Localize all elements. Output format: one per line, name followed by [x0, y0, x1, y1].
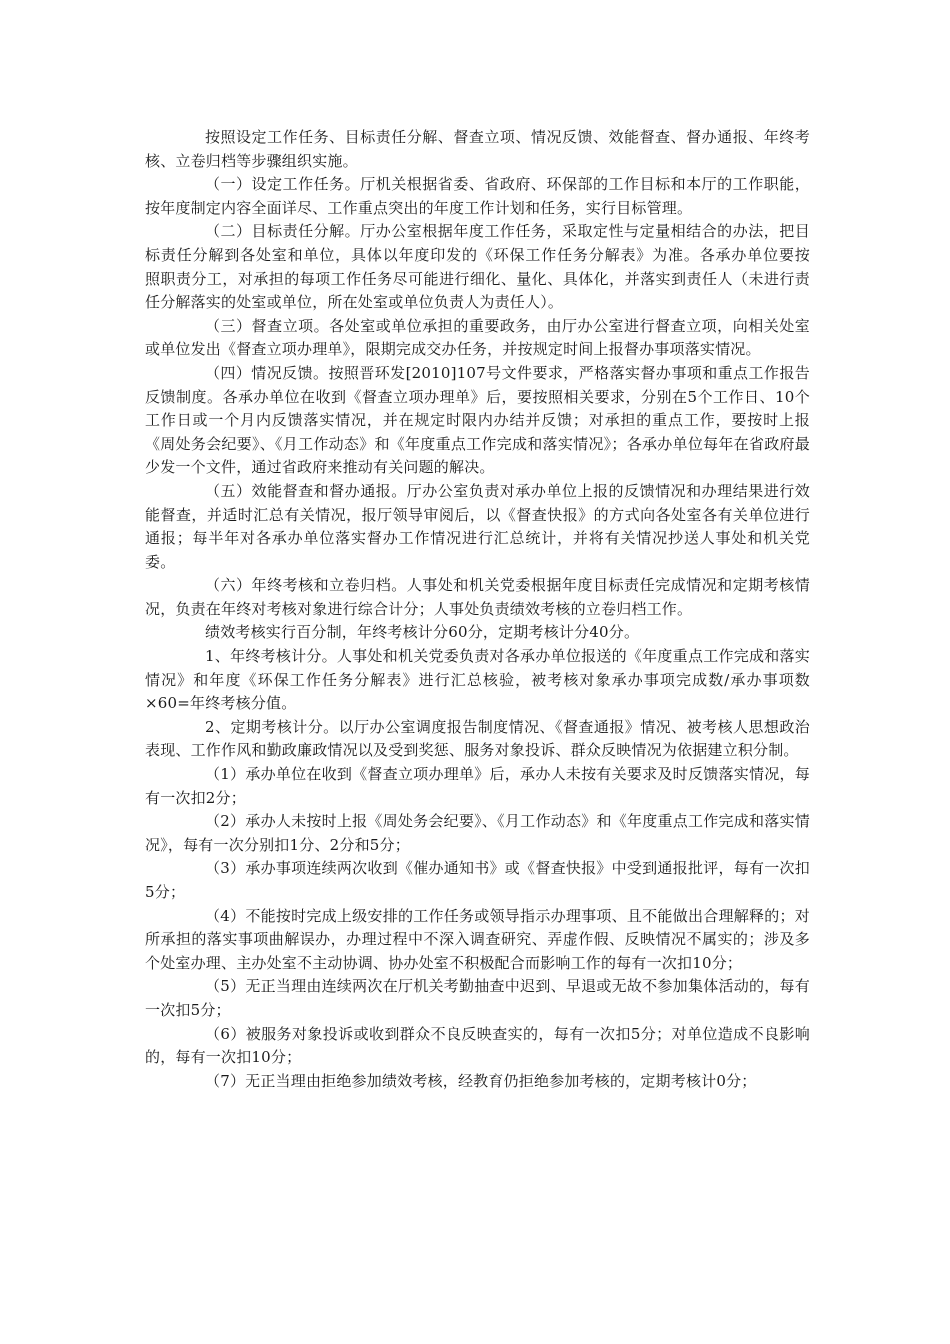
paragraph-deduction-6: （6）被服务对象投诉或收到群众不良反映查实的，每有一次扣5分；对单位造成不良影响的，每有一次扣10分； [145, 1024, 810, 1067]
paragraph-annual-scoring: 1、年终考核计分。人事处和机关党委负责对各承办单位报送的《年度重点工作完成和落实情况》和年度《环保工作任务分解表》进行汇总核验，被考核对象承办事项完成数/承办事项数×60=年终考核分值。 [145, 647, 810, 713]
paragraph-deduction-5: （5）无正当理由连续两次在厅机关考勤抽查中迟到、早退或无故不参加集体活动的，每有一次扣5分； [145, 977, 810, 1019]
paragraph-section-4: （四）情况反馈。按照晋环发[2010]107号文件要求，严格落实督办事项和重点工作报告反馈制度。各承办单位在收到《督查立项办理单》后，要按照相关要求，分别在5个工作日、10个工作日或一个月内反馈落实情况，并在规定时限内办结并反馈；对承担的重点工作，要按时上报《周处务会纪要》、《月工作动态》和《年度重点工作完成和落实情况》；各承办单位每年在省政府最少发一个文件，通过省政府来推动有关问题的解决。 [145, 363, 810, 477]
paragraph-deduction-1: （1）承办单位在收到《督查立项办理单》后，承办人未按有关要求及时反馈落实情况，每有一次扣2分； [145, 765, 810, 807]
paragraph-section-2: （二）目标责任分解。厅办公室根据年度工作任务，采取定性与定量相结合的办法，把目标责任分解到各处室和单位，具体以年度印发的《环保工作任务分解表》为准。各承办单位要按 照职责分工，对承担的每项工作任务尽可能进行细化、量化、具体化，并落实到责任人（未进行责任分解落实的处室或单位，所在处室或单位负责人为责任人）。 [145, 222, 871, 312]
document-body [145, 126, 871, 1093]
paragraph-deduction-2: （2）承办人未按时上报《周处务会纪要》、《月工作动态》和《年度重点工作完成和落实情况》，每有一次分别扣1分、2分和5分； [145, 812, 810, 854]
paragraph-section-1: （一）设定工作任务。厅机关根据省委、省政府、环保部的工作目标和本厅的工作职能，按年度制定内容全面详尽、工作重点突出的年度工作计划和任务，实行目标管理。 [145, 175, 810, 217]
paragraph-deduction-4: （4）不能按时完成上级安排的工作任务或领导指示办理事项、且不能做出合理解释的；对所承担的落实事项曲解误办，办理过程中不深入调查研究、弄虚作假、反映情况不属实的；涉及多个处室办理、主办处室不主动协调、协办处室不积极配合而影响工作的每有一次扣10分； [145, 906, 810, 972]
paragraph-section-6: （六）年终考核和立卷归档。人事处和机关党委根据年度目标责任完成情况和定期考核情况，负责在年终对考核对象进行综合计分；人事处负责绩效考核的立卷归档工作。 [145, 576, 810, 618]
paragraph-deduction-3: （3）承办事项连续两次收到《催办通知书》或《督查快报》中受到通报批评，每有一次扣5分； [145, 859, 810, 901]
paragraph-intro: 按照设定工作任务、目标责任分解、督查立项、情况反馈、效能督查、督办通报、年终考核、立卷归档等步骤组织实施。 [145, 128, 810, 170]
paragraph-deduction-7: （7）无正当理由拒绝参加绩效考核，经教育仍拒绝参加考核的，定期考核计0分； [205, 1071, 757, 1090]
paragraph-scoring-summary: 绩效考核实行百分制，年终考核计分60分，定期考核计分40分。 [205, 623, 640, 642]
paragraph-periodic-scoring: 2、定期考核计分。以厅办公室调度报告制度情况、《督查通报》情况、被考核人思想政治表现、工作作风和勤政廉政情况以及受到奖惩、服务对象投诉、群众反映情况为依据建立积分制。 [145, 717, 810, 760]
paragraph-section-5: （五）效能督查和督办通报。厅办公室负责对承办单位上报的反馈情况和办理结果进行效能督查，并适时汇总有关情况，报厅领导审阅后，以《督查快报》的方式向各处室各有关单位进行通报；每半年对各承办单位落实督办工作情况进行汇总统计，并将有关情况抄送人事处和机关党委。 [145, 481, 810, 571]
paragraph-section-3: （三）督查立项。各处室或单位承担的重要政务，由厅办公室进行督查立项，向相关处室或单位发出《督查立项办理单》，限期完成交办任务，并按规定时间上报督办事项落实情况。 [145, 316, 810, 359]
